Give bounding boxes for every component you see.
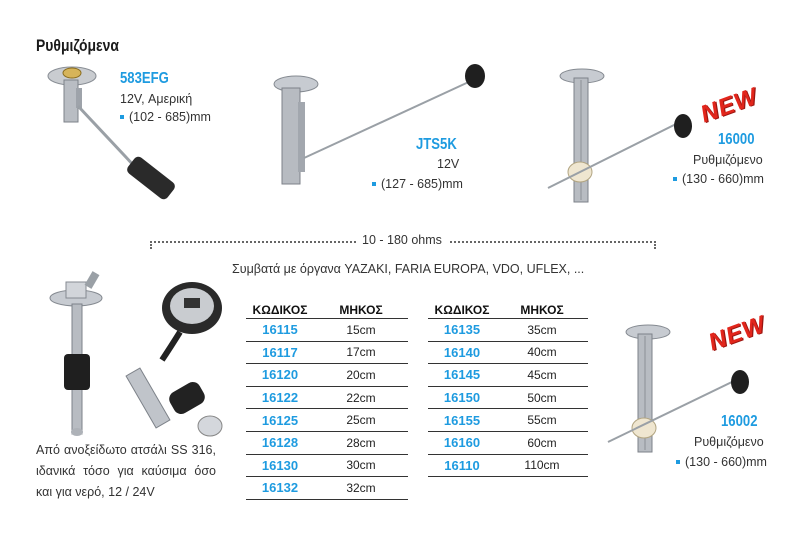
product-code-cell: 16150 (428, 386, 496, 409)
length-cell: 35cm (496, 319, 588, 342)
table-row (246, 477, 408, 500)
table-row (246, 364, 408, 387)
ohms-range-label: 10 - 180 ohms (356, 233, 448, 247)
table-row (428, 431, 588, 454)
sender-jts5k-image (268, 62, 498, 192)
ohms-divider-left-tick (150, 241, 152, 249)
product-code-cell: 16155 (428, 409, 496, 432)
table-row (428, 341, 588, 364)
column-header-code: ΚΩΔΙΚΟΣ (428, 301, 496, 319)
product-code-cell: 16130 (246, 454, 314, 477)
product-code-583efg: 583EFG (120, 70, 169, 87)
column-header-length: ΜΗΚΟΣ (314, 301, 408, 319)
product-range-16002: (130 - 660)mm (676, 455, 767, 469)
column-header-code: ΚΩΔΙΚΟΣ (246, 301, 314, 319)
sender-ss316-image (30, 268, 230, 448)
table-row (246, 319, 408, 342)
compatibility-note: Συμβατά με όργανα YAZAKI, FARIA EUROPA, VDO, UFLEX, ... (232, 262, 585, 276)
length-cell: 17cm (314, 341, 408, 364)
product-code-cell: 16122 (246, 386, 314, 409)
length-cell: 25cm (314, 409, 408, 432)
table-row (428, 454, 588, 477)
length-table-left (246, 301, 408, 500)
table-row (246, 454, 408, 477)
table-row (246, 341, 408, 364)
product-code-cell: 16110 (428, 454, 496, 477)
length-table-right (428, 301, 588, 477)
product-spec-jts5k: 12V (437, 157, 460, 171)
column-header-length: ΜΗΚΟΣ (496, 301, 588, 319)
product-spec-16002: Ρυθμιζόμενο (694, 435, 764, 449)
new-badge-16002: NEW (704, 310, 770, 357)
product-spec-583efg: 12V, Αμερική (120, 92, 193, 106)
product-code-cell: 16145 (428, 364, 496, 387)
length-cell: 50cm (496, 386, 588, 409)
material-description: Από ανοξείδωτο ατσάλι SS 316, ιδανικά τόσο για καύσιμα όσο και για νερό, 12 / 24V (36, 443, 216, 499)
length-cell: 30cm (314, 454, 408, 477)
bullet-icon (120, 115, 124, 119)
length-cell: 110cm (496, 454, 588, 477)
length-cell: 22cm (314, 386, 408, 409)
length-cell: 40cm (496, 341, 588, 364)
product-code-cell: 16140 (428, 341, 496, 364)
length-cell: 15cm (314, 319, 408, 342)
product-code-jts5k: JTS5K (416, 136, 457, 153)
page-title: Ρυθμιζόμενα (36, 36, 119, 55)
new-badge-16000: NEW (696, 82, 762, 129)
ohms-divider-right-tick (654, 241, 656, 249)
product-code-cell: 16160 (428, 431, 496, 454)
table-row (246, 409, 408, 432)
product-code-cell: 16132 (246, 477, 314, 500)
bullet-icon (372, 182, 376, 186)
sender-16000-image (540, 60, 700, 210)
product-code-cell: 16117 (246, 341, 314, 364)
product-code-16000: 16000 (717, 131, 754, 148)
length-cell: 55cm (496, 409, 588, 432)
table-row (246, 431, 408, 454)
table-row (428, 386, 588, 409)
table-row (246, 386, 408, 409)
length-cell: 45cm (496, 364, 588, 387)
table-row (428, 409, 588, 432)
product-code-cell: 16115 (246, 319, 314, 342)
product-code-cell: 16125 (246, 409, 314, 432)
table-row (428, 319, 588, 342)
length-cell: 28cm (314, 431, 408, 454)
length-cell: 32cm (314, 477, 408, 500)
product-code-16002: 16002 (720, 413, 757, 430)
product-code-cell: 16128 (246, 431, 314, 454)
length-cell: 20cm (314, 364, 408, 387)
product-range-16000: (130 - 660)mm (673, 172, 764, 186)
product-spec-16000: Ρυθμιζόμενο (693, 153, 763, 167)
length-cell: 60cm (496, 431, 588, 454)
product-code-cell: 16135 (428, 319, 496, 342)
table-row (428, 364, 588, 387)
product-code-cell: 16120 (246, 364, 314, 387)
product-range-jts5k: (127 - 685)mm (372, 177, 463, 191)
product-range-583efg: (102 - 685)mm (120, 110, 211, 124)
bullet-icon (676, 460, 680, 464)
bullet-icon (673, 177, 677, 181)
